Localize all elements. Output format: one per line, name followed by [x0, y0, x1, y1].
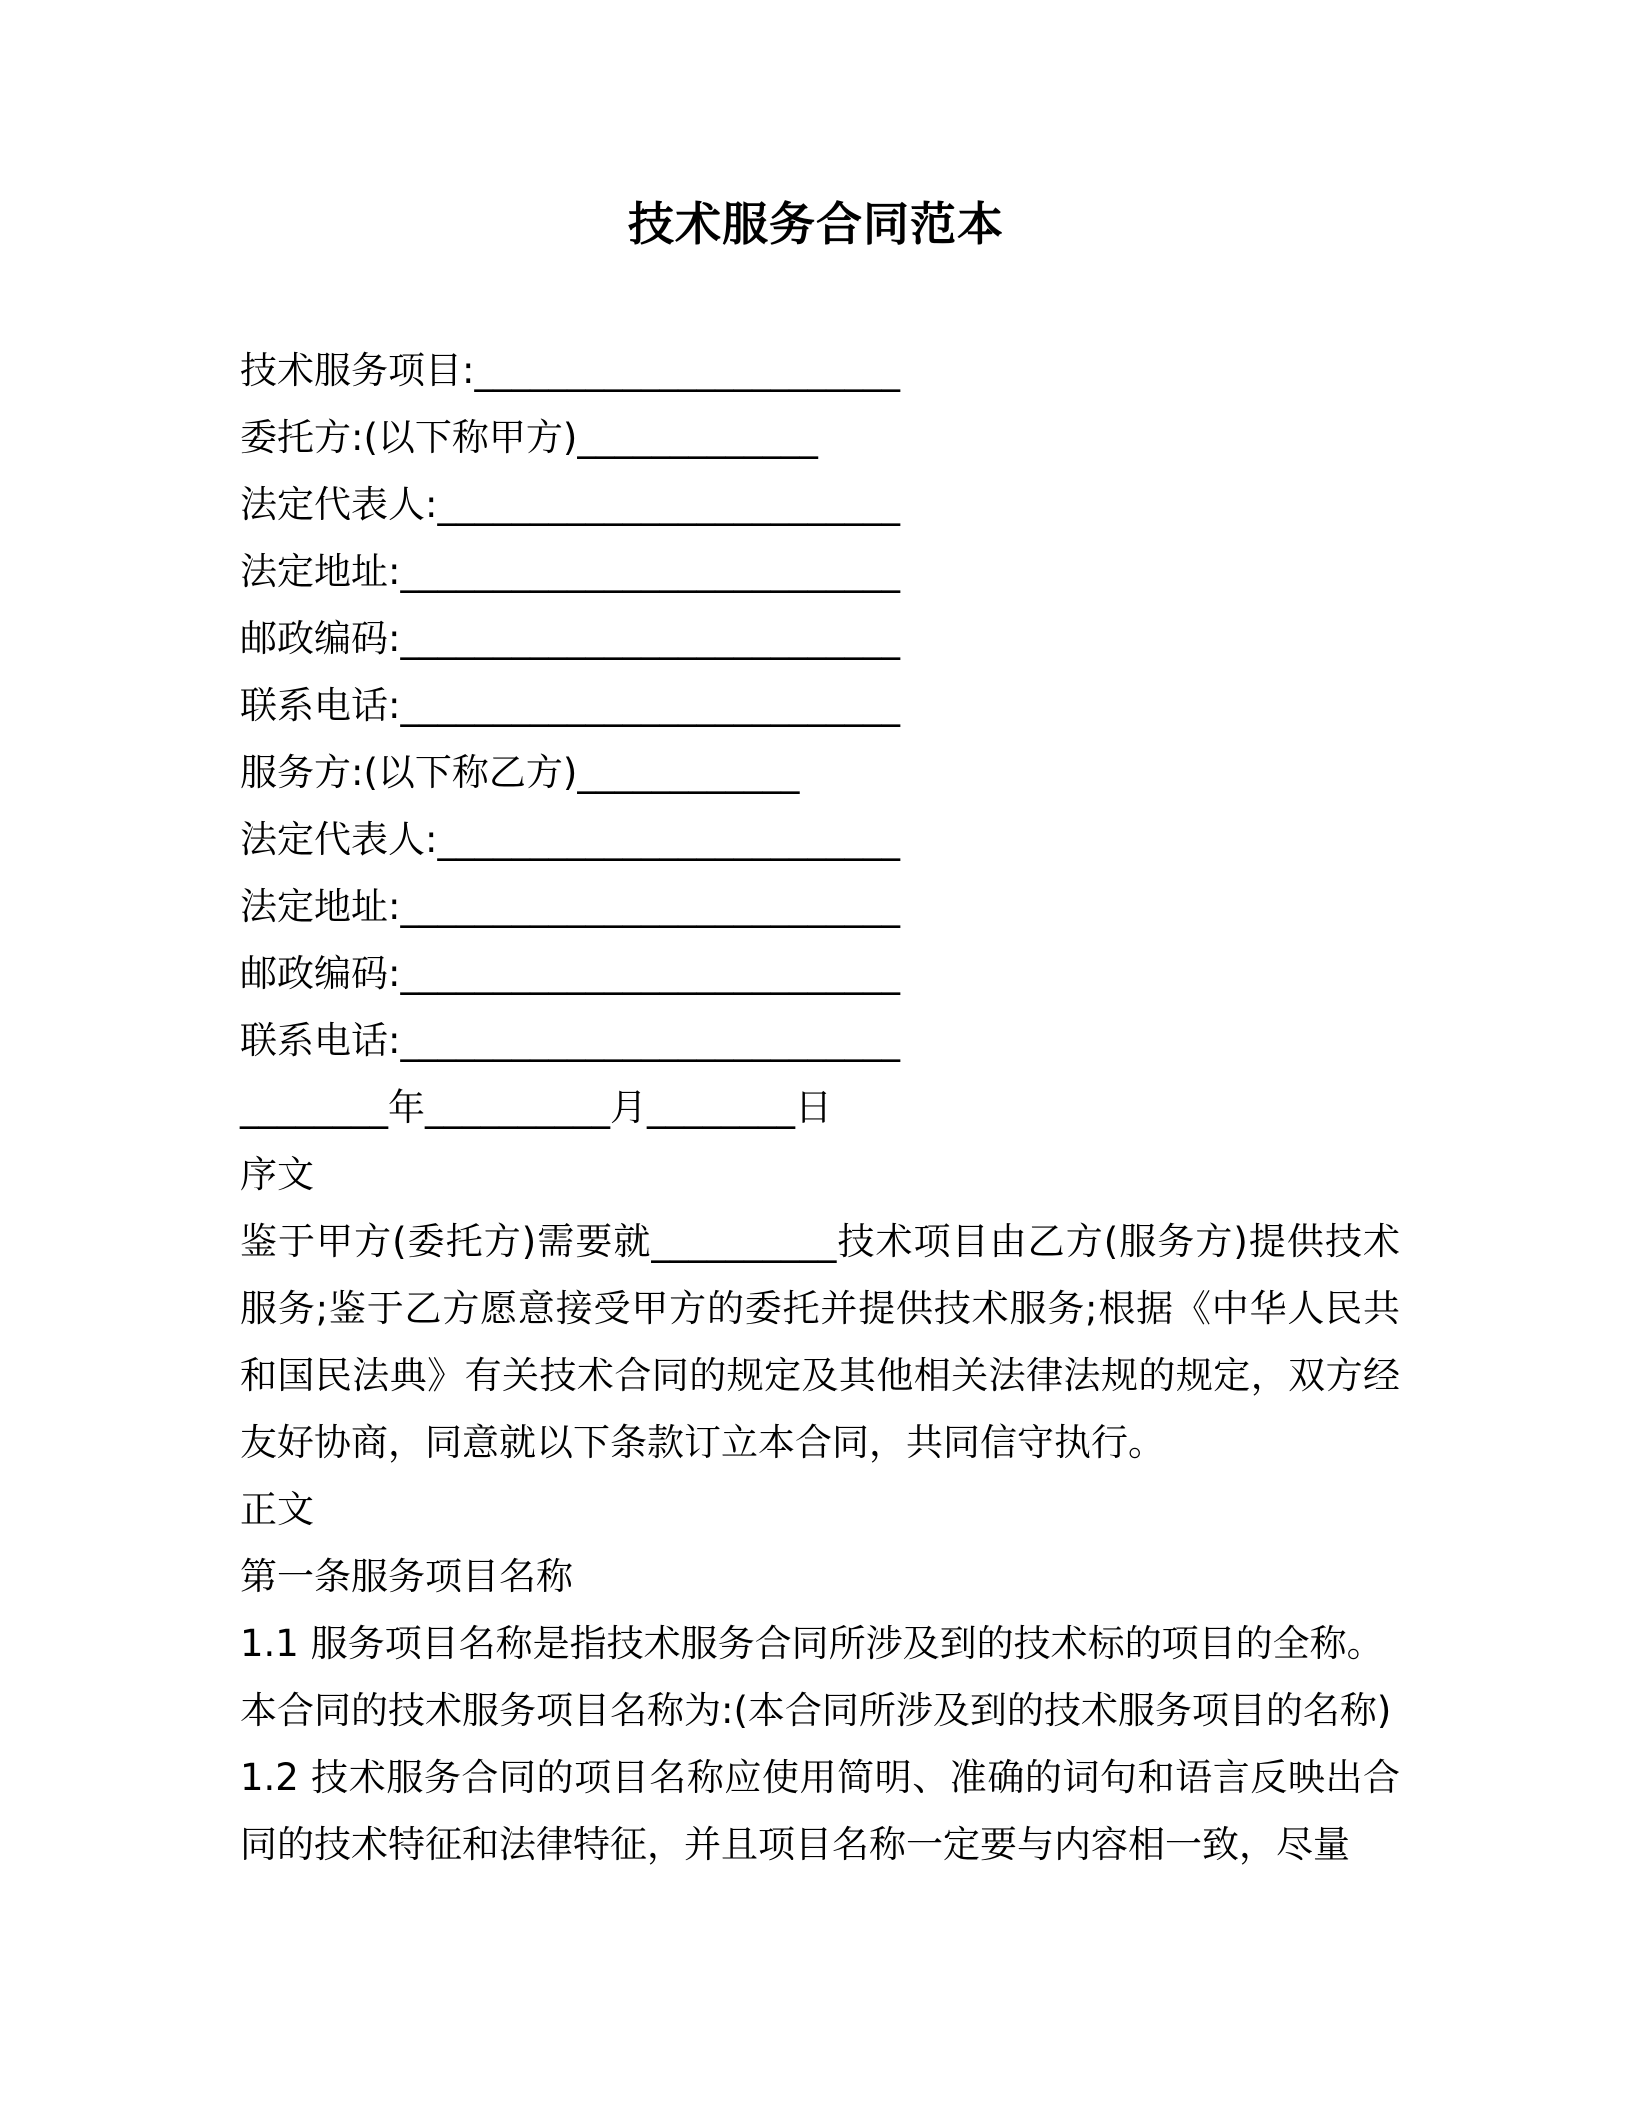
field-client-party: 委托方:(以下称甲方)_____________ [240, 416, 818, 459]
preface-paragraph: 鉴于甲方(委托方)需要就__________技术项目由乙方(服务方)提供技术服务;鉴于乙方愿意接受甲方的委托并提供技术服务;根据《中华人民共和国民法典》有关技术合同的规定及其他相关法律法规的规定，双方经友好协商，同意就以下条款订立本合同，共同信守执行。 [240, 1220, 1400, 1464]
field-provider-postcode: 邮政编码:___________________________ [240, 952, 900, 995]
document-title: 技术服务合同范本 [628, 197, 1004, 251]
article-1-heading: 第一条服务项目名称 [240, 1555, 573, 1598]
clause-1-1: 1.1 服务项目名称是指技术服务合同所涉及到的技术标的项目的全称。 [240, 1622, 1384, 1665]
field-provider-phone: 联系电话:___________________________ [240, 1019, 900, 1062]
preface-heading: 序文 [240, 1153, 314, 1196]
document-body [240, 337, 1400, 1878]
field-provider-party: 服务方:(以下称乙方)____________ [240, 751, 800, 794]
field-provider-legal-rep: 法定代表人:_________________________ [240, 818, 900, 861]
field-date: ________年__________月________日 [240, 1086, 832, 1129]
clause-1-2: 1.2 技术服务合同的项目名称应使用简明、准确的词句和语言反映出合同的技术特征和法律特征，并且项目名称一定要与内容相一致，尽量 [240, 1756, 1400, 1866]
field-client-legal-rep: 法定代表人:_________________________ [240, 483, 900, 526]
field-client-postcode: 邮政编码:___________________________ [240, 617, 900, 660]
field-client-phone: 联系电话:___________________________ [240, 684, 900, 727]
clause-1-1-continued: 本合同的技术服务项目名称为:(本合同所涉及到的技术服务项目的名称) [240, 1689, 1392, 1732]
field-client-address: 法定地址:___________________________ [240, 550, 900, 593]
field-service-project: 技术服务项目:_______________________ [240, 349, 900, 392]
field-provider-address: 法定地址:___________________________ [240, 885, 900, 928]
body-heading: 正文 [240, 1488, 314, 1531]
